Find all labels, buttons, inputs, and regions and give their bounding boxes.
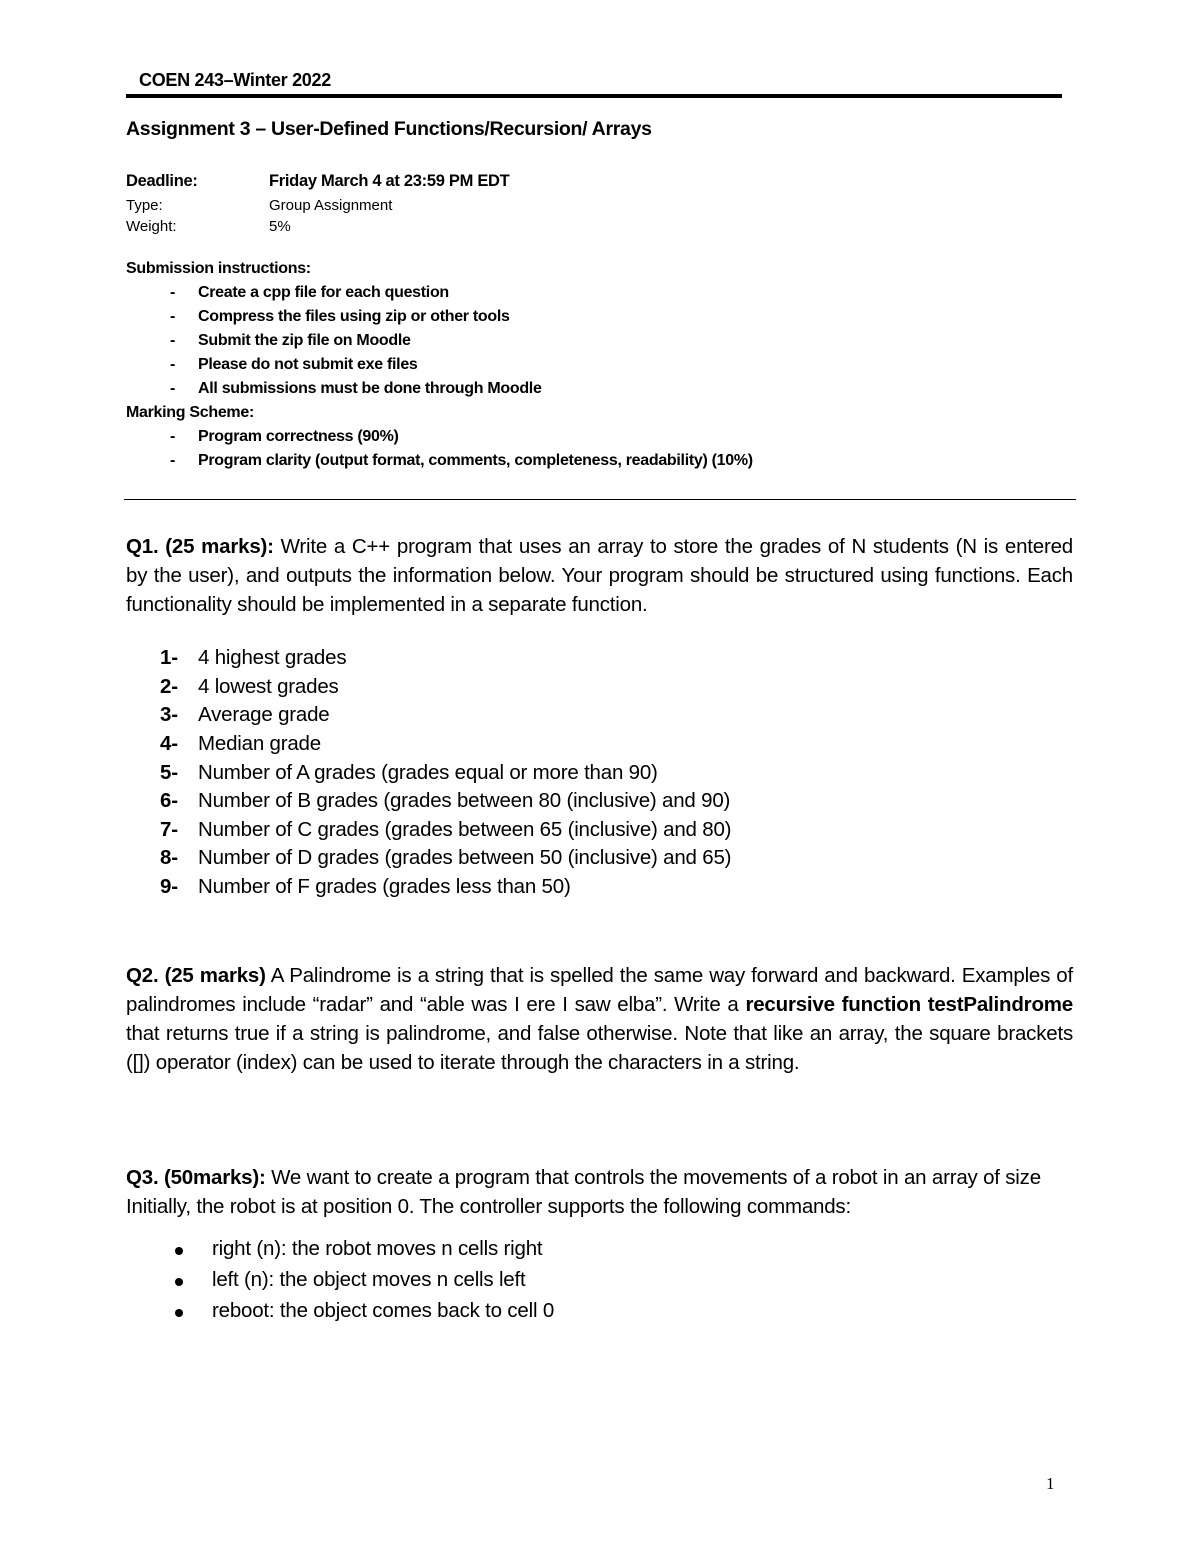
deadline-label: Deadline:: [126, 172, 198, 190]
q3-label: Q3. (50marks):: [126, 1166, 266, 1189]
list-number: 7-: [160, 818, 178, 841]
page-number: 1: [1046, 1474, 1055, 1493]
q1-paragraph: [126, 532, 1073, 619]
submission-item-text: Compress the files using zip or other tools: [198, 308, 510, 325]
q2-text-b: that returns true if a string is palindrome, and false otherwise. Note that like an array, the square brackets ([]) operator (index) can be used to iterate through the characters in a string.: [126, 1022, 1073, 1074]
bullet-icon: [175, 1309, 183, 1317]
assignment-title: Assignment 3 – User-Defined Functions/Recursion/ Arrays: [126, 118, 652, 140]
submission-heading: Submission instructions:: [126, 260, 311, 277]
course-header: COEN 243–Winter 2022: [139, 70, 331, 90]
submission-item-text: All submissions must be done through Moodle: [198, 380, 542, 397]
q1-label: Q1. (25 marks):: [126, 535, 274, 558]
q3-paragraph: [126, 1163, 1061, 1221]
list-number: 4-: [160, 732, 178, 755]
list-text: Number of C grades (grades between 65 (inclusive) and 80): [198, 818, 732, 841]
list-text: Average grade: [198, 703, 330, 726]
submission-item-text: Submit the zip file on Moodle: [198, 332, 411, 349]
dash-marker: -: [170, 452, 176, 469]
list-text: 4 lowest grades: [198, 675, 339, 698]
dash-marker: -: [170, 380, 176, 397]
q1-text: Write a C++ program that uses an array to store the grades of N students (N is entered by the user), and outputs the information below. Your program should be structured using functions. Each functionality should be implemented in a separate function.: [126, 535, 1074, 616]
list-text: Number of B grades (grades between 80 (inclusive) and 90): [198, 789, 731, 812]
marking-heading: Marking Scheme:: [126, 404, 254, 421]
header-rule: [126, 94, 1062, 98]
list-text: 4 highest grades: [198, 646, 347, 669]
list-text: Number of A grades (grades equal or more than 90): [198, 761, 658, 784]
q2-paragraph: [126, 961, 1073, 1077]
submission-item-text: Create a cpp file for each question: [198, 284, 449, 301]
weight-value: 5%: [269, 218, 291, 235]
list-text: left (n): the object moves n cells left: [212, 1268, 526, 1291]
section-divider: [124, 499, 1076, 500]
list-number: 5-: [160, 761, 178, 784]
list-text: right (n): the robot moves n cells right: [212, 1237, 543, 1260]
q2-text-a: A Palindrome is a string that is spelled the same way forward and backward. Examples of palindromes include “radar” and “able was I ere I saw elba”. Write a: [126, 964, 1073, 1016]
list-text: Median grade: [198, 732, 321, 755]
type-label: Type:: [126, 197, 163, 214]
marking-item-text: Program correctness (90%): [198, 428, 399, 445]
weight-label: Weight:: [126, 218, 177, 235]
list-number: 2-: [160, 675, 178, 698]
list-text: Number of F grades (grades less than 50): [198, 875, 571, 898]
q3-text: We want to create a program that controls the movements of a robot in an array of size Initially, the robot is at position 0. The controller supports the following commands:: [126, 1166, 1041, 1218]
bullet-icon: [175, 1278, 183, 1286]
list-number: 8-: [160, 846, 178, 869]
marking-item-text: Program clarity (output format, comments, completeness, readability) (10%): [198, 452, 753, 469]
type-value: Group Assignment: [269, 197, 393, 214]
submission-item-text: Please do not submit exe files: [198, 356, 418, 373]
list-text: reboot: the object comes back to cell 0: [212, 1299, 555, 1322]
deadline-value: Friday March 4 at 23:59 PM EDT: [269, 172, 510, 190]
q2-bold-term: recursive function testPalindrome: [745, 993, 1074, 1016]
q2-label: Q2. (25 marks): [126, 964, 266, 987]
list-text: Number of D grades (grades between 50 (inclusive) and 65): [198, 846, 732, 869]
list-number: 1-: [160, 646, 178, 669]
dash-marker: -: [170, 356, 176, 373]
dash-marker: -: [170, 428, 176, 445]
bullet-icon: [175, 1247, 183, 1255]
list-number: 6-: [160, 789, 178, 812]
dash-marker: -: [170, 308, 176, 325]
dash-marker: -: [170, 284, 176, 301]
dash-marker: -: [170, 332, 176, 349]
list-number: 3-: [160, 703, 178, 726]
list-number: 9-: [160, 875, 178, 898]
